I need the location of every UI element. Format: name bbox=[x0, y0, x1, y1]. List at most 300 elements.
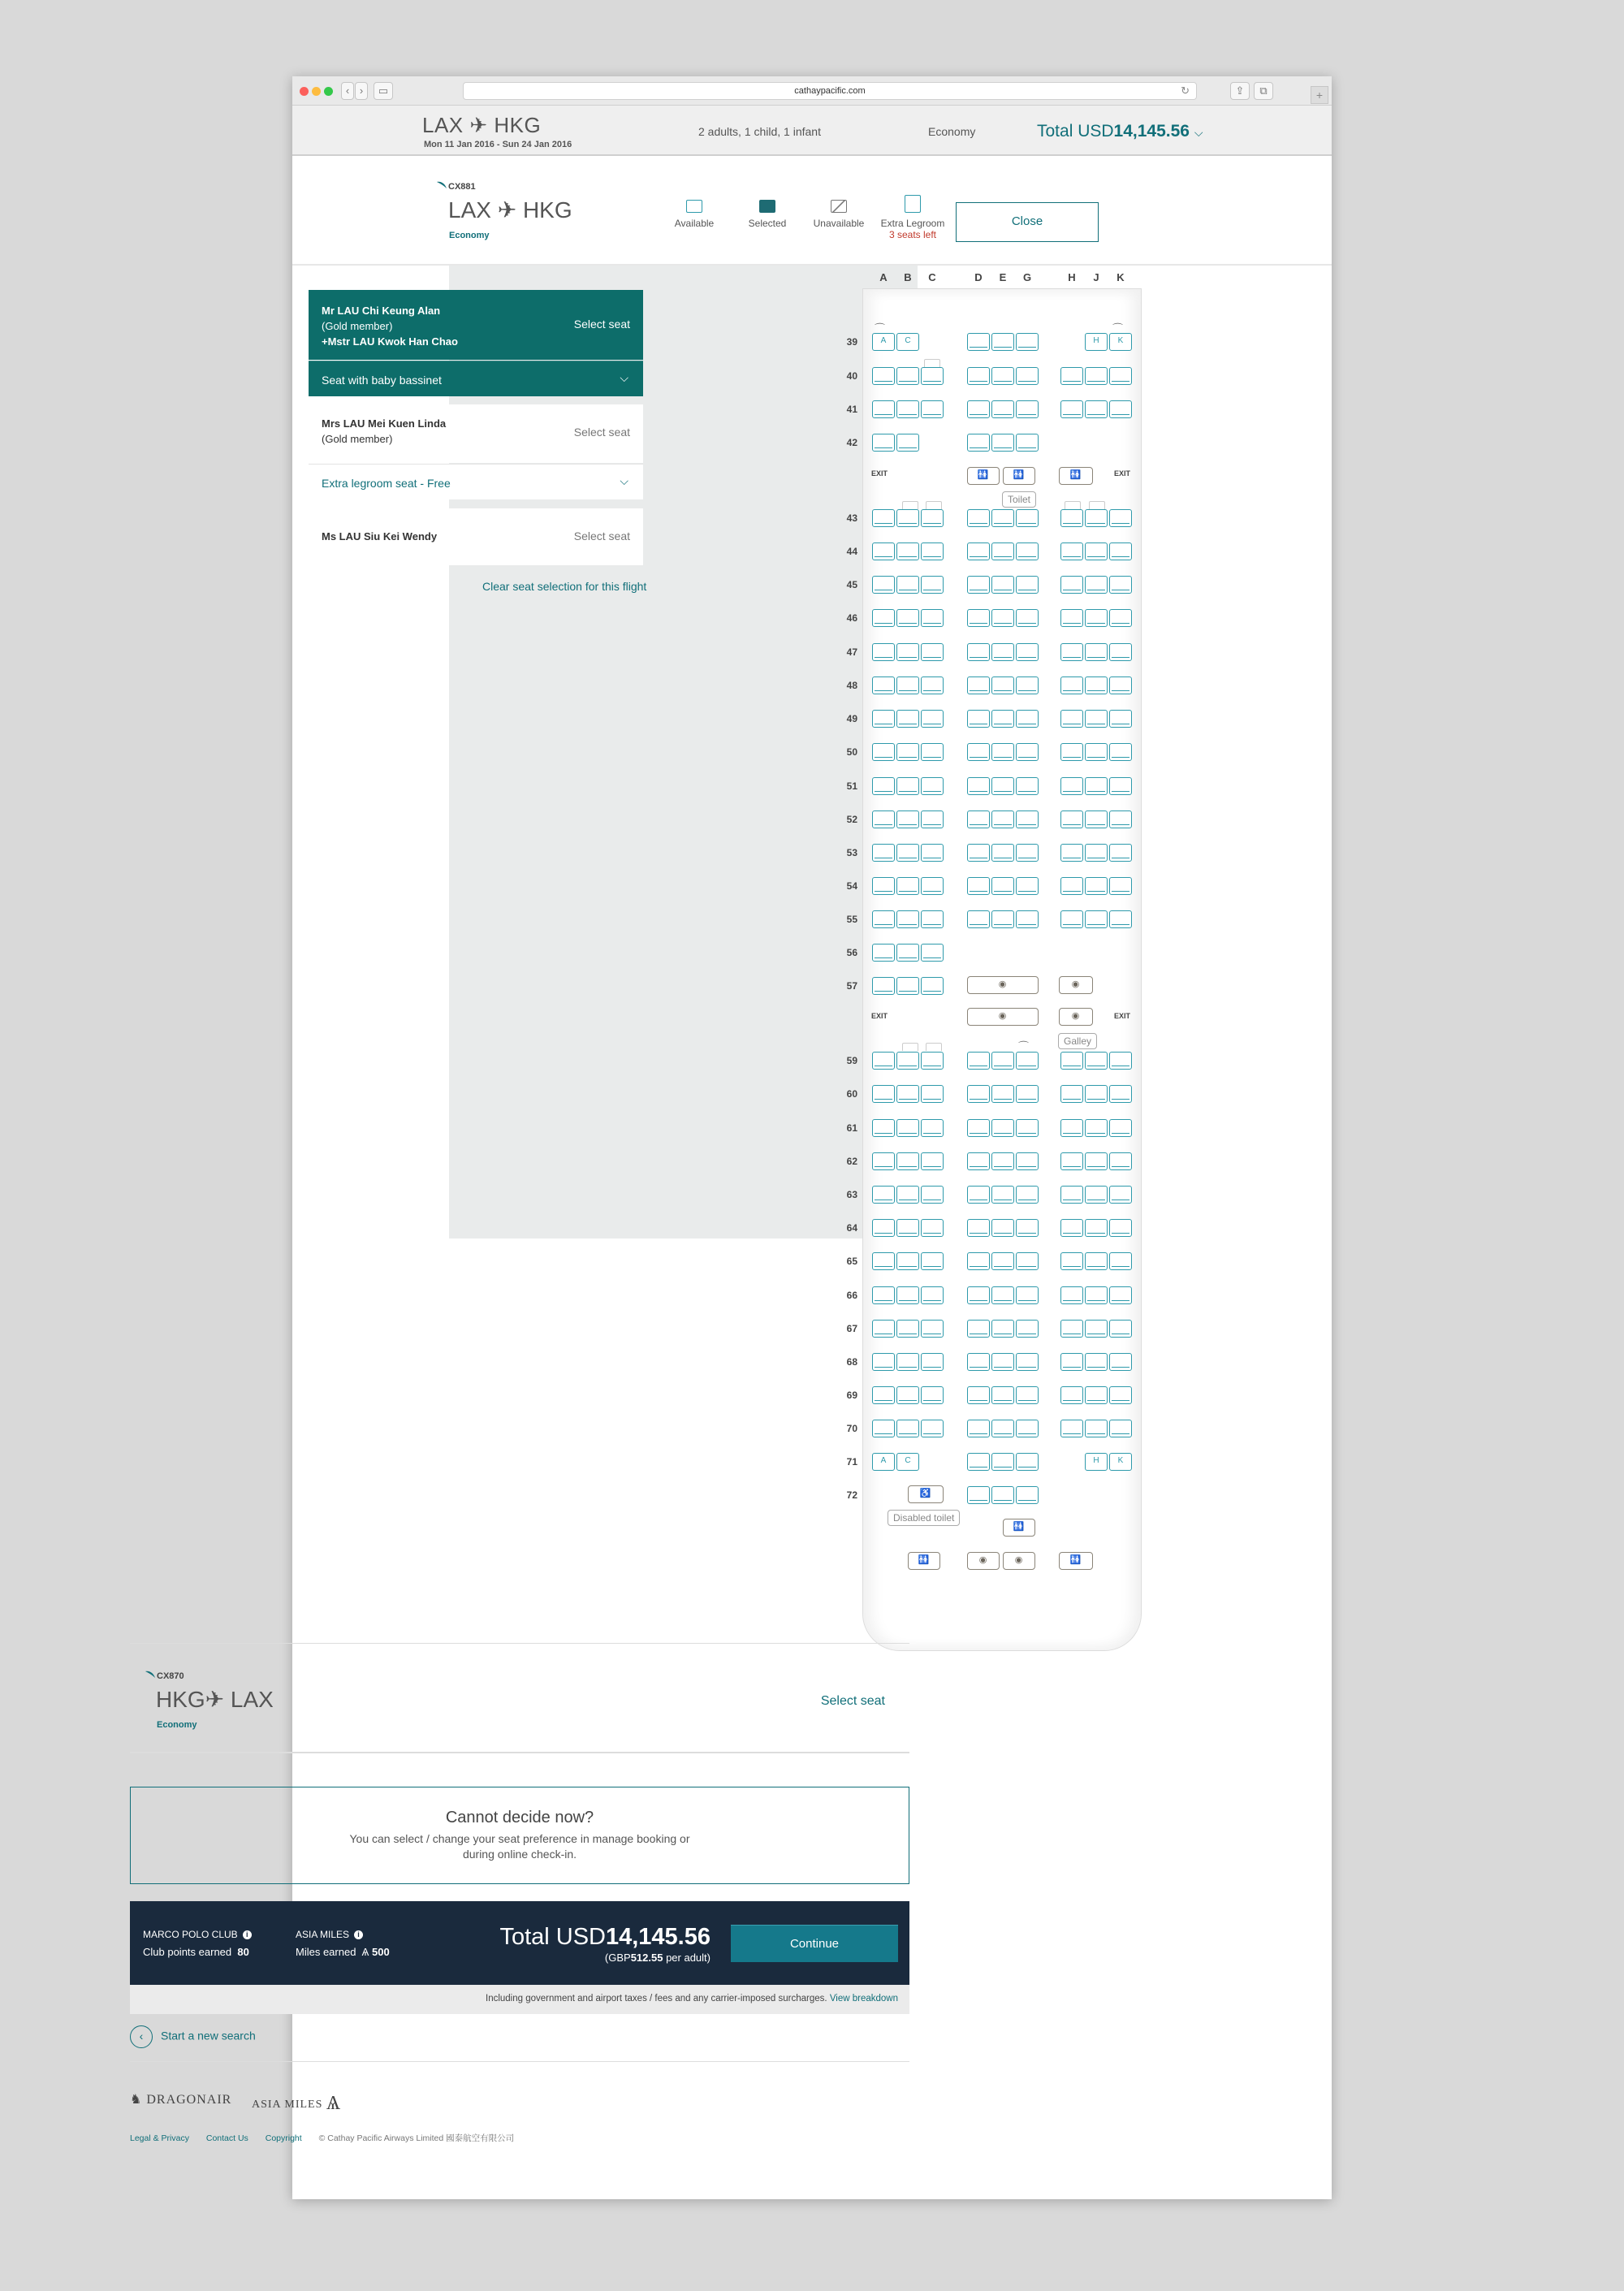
seat-41E[interactable] bbox=[991, 400, 1014, 418]
seat-69B[interactable] bbox=[896, 1386, 919, 1404]
contact-us-link[interactable]: Contact Us bbox=[205, 2133, 248, 2143]
seat-40D[interactable] bbox=[967, 367, 990, 385]
maximize-window-icon[interactable] bbox=[324, 87, 333, 96]
seat-48J[interactable] bbox=[1085, 676, 1108, 694]
address-bar[interactable] bbox=[463, 82, 1197, 100]
seat-61B[interactable] bbox=[896, 1119, 919, 1137]
seat-66B[interactable] bbox=[896, 1286, 919, 1304]
seat-48C[interactable] bbox=[921, 676, 944, 694]
select-seat-link[interactable]: Select seat bbox=[573, 530, 630, 542]
seat-47H[interactable] bbox=[1060, 643, 1083, 661]
seat-49K[interactable] bbox=[1109, 710, 1132, 728]
seat-52G[interactable] bbox=[1016, 810, 1039, 828]
sidebar-icon[interactable]: ▭ bbox=[374, 82, 393, 100]
seat-70J[interactable] bbox=[1085, 1420, 1108, 1437]
seat-56C[interactable] bbox=[921, 944, 944, 962]
seat-39A[interactable]: A bbox=[872, 333, 895, 351]
seat-70C[interactable] bbox=[921, 1420, 944, 1437]
seat-54B[interactable] bbox=[896, 877, 919, 895]
seat-44B[interactable] bbox=[896, 542, 919, 560]
seat-39D[interactable] bbox=[967, 333, 990, 351]
chevron-left-icon[interactable]: ‹ bbox=[130, 2025, 153, 2048]
seat-65H[interactable] bbox=[1060, 1252, 1083, 1270]
seat-61E[interactable] bbox=[991, 1119, 1014, 1137]
seat-53G[interactable] bbox=[1016, 844, 1039, 862]
seat-63H[interactable] bbox=[1060, 1186, 1083, 1204]
seat-67B[interactable] bbox=[896, 1320, 919, 1338]
seat-55G[interactable] bbox=[1016, 910, 1039, 928]
seat-43H[interactable] bbox=[1060, 509, 1083, 527]
extra-legroom-option[interactable] bbox=[309, 464, 643, 499]
seat-61A[interactable] bbox=[872, 1119, 895, 1137]
seat-50G[interactable] bbox=[1016, 743, 1039, 761]
seat-54D[interactable] bbox=[967, 877, 990, 895]
seat-66C[interactable] bbox=[921, 1286, 944, 1304]
seat-61C[interactable] bbox=[921, 1119, 944, 1137]
seat-67D[interactable] bbox=[967, 1320, 990, 1338]
seat-47G[interactable] bbox=[1016, 643, 1039, 661]
seat-47J[interactable] bbox=[1085, 643, 1108, 661]
seat-44G[interactable] bbox=[1016, 542, 1039, 560]
seat-55J[interactable] bbox=[1085, 910, 1108, 928]
seat-64B[interactable] bbox=[896, 1219, 919, 1237]
seat-49J[interactable] bbox=[1085, 710, 1108, 728]
seat-68J[interactable] bbox=[1085, 1353, 1108, 1371]
seat-46E[interactable] bbox=[991, 609, 1014, 627]
seat-61D[interactable] bbox=[967, 1119, 990, 1137]
seat-40A[interactable] bbox=[872, 367, 895, 385]
seat-65B[interactable] bbox=[896, 1252, 919, 1270]
reload-icon[interactable]: ↻ bbox=[1181, 84, 1190, 97]
seat-62E[interactable] bbox=[991, 1152, 1014, 1170]
seat-52C[interactable] bbox=[921, 810, 944, 828]
seat-65E[interactable] bbox=[991, 1252, 1014, 1270]
copyright-link[interactable]: Copyright bbox=[265, 2133, 302, 2143]
seat-60K[interactable] bbox=[1109, 1085, 1132, 1103]
seat-60H[interactable] bbox=[1060, 1085, 1083, 1103]
seat-62H[interactable] bbox=[1060, 1152, 1083, 1170]
seat-48H[interactable] bbox=[1060, 676, 1083, 694]
seat-39G[interactable] bbox=[1016, 333, 1039, 351]
close-window-icon[interactable] bbox=[300, 87, 309, 96]
seat-60B[interactable] bbox=[896, 1085, 919, 1103]
seat-60D[interactable] bbox=[967, 1085, 990, 1103]
seat-51B[interactable] bbox=[896, 777, 919, 795]
seat-43G[interactable] bbox=[1016, 509, 1039, 527]
seat-52H[interactable] bbox=[1060, 810, 1083, 828]
seat-60A[interactable] bbox=[872, 1085, 895, 1103]
seat-50H[interactable] bbox=[1060, 743, 1083, 761]
seat-47A[interactable] bbox=[872, 643, 895, 661]
seat-68A[interactable] bbox=[872, 1353, 895, 1371]
seat-49E[interactable] bbox=[991, 710, 1014, 728]
select-seat-link[interactable]: Select seat bbox=[820, 1694, 885, 1708]
seat-40C[interactable] bbox=[921, 367, 944, 385]
seat-47E[interactable] bbox=[991, 643, 1014, 661]
seat-49B[interactable] bbox=[896, 710, 919, 728]
seat-47D[interactable] bbox=[967, 643, 990, 661]
seat-51E[interactable] bbox=[991, 777, 1014, 795]
asia-miles-logo[interactable] bbox=[252, 2093, 341, 2115]
seat-63B[interactable] bbox=[896, 1186, 919, 1204]
seat-52K[interactable] bbox=[1109, 810, 1132, 828]
seat-41B[interactable] bbox=[896, 400, 919, 418]
seat-56A[interactable] bbox=[872, 944, 895, 962]
seat-53K[interactable] bbox=[1109, 844, 1132, 862]
seat-40B[interactable] bbox=[896, 367, 919, 385]
summary-total[interactable] bbox=[1037, 122, 1203, 141]
seat-72E[interactable] bbox=[991, 1486, 1014, 1504]
seat-45B[interactable] bbox=[896, 576, 919, 594]
seat-50B[interactable] bbox=[896, 743, 919, 761]
seat-52D[interactable] bbox=[967, 810, 990, 828]
seat-70K[interactable] bbox=[1109, 1420, 1132, 1437]
seat-62D[interactable] bbox=[967, 1152, 990, 1170]
seat-65K[interactable] bbox=[1109, 1252, 1132, 1270]
seat-51J[interactable] bbox=[1085, 777, 1108, 795]
forward-icon[interactable]: › bbox=[355, 82, 368, 100]
seat-64A[interactable] bbox=[872, 1219, 895, 1237]
seat-68D[interactable] bbox=[967, 1353, 990, 1371]
seat-45H[interactable] bbox=[1060, 576, 1083, 594]
seat-72D[interactable] bbox=[967, 1486, 990, 1504]
seat-45J[interactable] bbox=[1085, 576, 1108, 594]
seat-51A[interactable] bbox=[872, 777, 895, 795]
seat-65J[interactable] bbox=[1085, 1252, 1108, 1270]
seat-68H[interactable] bbox=[1060, 1353, 1083, 1371]
info-icon[interactable]: i bbox=[354, 1930, 363, 1939]
seat-49C[interactable] bbox=[921, 710, 944, 728]
dragonair-logo[interactable] bbox=[130, 2091, 231, 2107]
seat-68K[interactable] bbox=[1109, 1353, 1132, 1371]
seat-45A[interactable] bbox=[872, 576, 895, 594]
seat-44K[interactable] bbox=[1109, 542, 1132, 560]
clear-selection-link[interactable]: Clear seat selection for this flight bbox=[482, 580, 647, 593]
seat-71K[interactable]: K bbox=[1109, 1453, 1132, 1471]
new-search-link[interactable] bbox=[130, 2025, 256, 2048]
chevron-down-icon[interactable]: ⌵ bbox=[1194, 126, 1203, 139]
seat-59E[interactable] bbox=[991, 1052, 1014, 1070]
seat-46D[interactable] bbox=[967, 609, 990, 627]
seat-66D[interactable] bbox=[967, 1286, 990, 1304]
seat-50J[interactable] bbox=[1085, 743, 1108, 761]
seat-60J[interactable] bbox=[1085, 1085, 1108, 1103]
seat-61G[interactable] bbox=[1016, 1119, 1039, 1137]
seat-69K[interactable] bbox=[1109, 1386, 1132, 1404]
seat-57C[interactable] bbox=[921, 977, 944, 995]
passenger-card[interactable] bbox=[309, 404, 643, 463]
seat-54C[interactable] bbox=[921, 877, 944, 895]
seat-63E[interactable] bbox=[991, 1186, 1014, 1204]
seat-69J[interactable] bbox=[1085, 1386, 1108, 1404]
seat-49G[interactable] bbox=[1016, 710, 1039, 728]
tabs-icon[interactable]: ⧉ bbox=[1254, 82, 1273, 100]
seat-52J[interactable] bbox=[1085, 810, 1108, 828]
seat-63C[interactable] bbox=[921, 1186, 944, 1204]
seat-42A[interactable] bbox=[872, 434, 895, 452]
seat-66E[interactable] bbox=[991, 1286, 1014, 1304]
view-breakdown-link[interactable]: View breakdown bbox=[829, 1994, 898, 2004]
seat-44H[interactable] bbox=[1060, 542, 1083, 560]
seat-39E[interactable] bbox=[991, 333, 1014, 351]
chevron-down-icon[interactable]: ⌵ bbox=[620, 474, 628, 487]
seat-55A[interactable] bbox=[872, 910, 895, 928]
seat-59D[interactable] bbox=[967, 1052, 990, 1070]
seat-40J[interactable] bbox=[1085, 367, 1108, 385]
seat-55H[interactable] bbox=[1060, 910, 1083, 928]
seat-64C[interactable] bbox=[921, 1219, 944, 1237]
seat-61H[interactable] bbox=[1060, 1119, 1083, 1137]
seat-39B[interactable]: C bbox=[896, 333, 919, 351]
new-tab-icon[interactable]: + bbox=[1311, 86, 1328, 104]
seat-50D[interactable] bbox=[967, 743, 990, 761]
seat-48E[interactable] bbox=[991, 676, 1014, 694]
seat-47K[interactable] bbox=[1109, 643, 1132, 661]
seat-45G[interactable] bbox=[1016, 576, 1039, 594]
seat-51D[interactable] bbox=[967, 777, 990, 795]
passenger-card[interactable] bbox=[309, 508, 643, 565]
seat-51G[interactable] bbox=[1016, 777, 1039, 795]
seat-72G[interactable] bbox=[1016, 1486, 1039, 1504]
seat-65D[interactable] bbox=[967, 1252, 990, 1270]
seat-59G[interactable] bbox=[1016, 1052, 1039, 1070]
seat-59H[interactable] bbox=[1060, 1052, 1083, 1070]
seat-42B[interactable] bbox=[896, 434, 919, 452]
seat-59C[interactable] bbox=[921, 1052, 944, 1070]
seat-63G[interactable] bbox=[1016, 1186, 1039, 1204]
seat-62K[interactable] bbox=[1109, 1152, 1132, 1170]
seat-45K[interactable] bbox=[1109, 576, 1132, 594]
minimize-window-icon[interactable] bbox=[312, 87, 321, 96]
info-icon[interactable]: i bbox=[243, 1930, 252, 1939]
seat-66K[interactable] bbox=[1109, 1286, 1132, 1304]
seat-53H[interactable] bbox=[1060, 844, 1083, 862]
seat-71J[interactable]: H bbox=[1085, 1453, 1108, 1471]
seat-49A[interactable] bbox=[872, 710, 895, 728]
seat-51K[interactable] bbox=[1109, 777, 1132, 795]
back-icon[interactable]: ‹ bbox=[341, 82, 354, 100]
seat-51C[interactable] bbox=[921, 777, 944, 795]
seat-62G[interactable] bbox=[1016, 1152, 1039, 1170]
seat-42D[interactable] bbox=[967, 434, 990, 452]
seat-52B[interactable] bbox=[896, 810, 919, 828]
seat-48B[interactable] bbox=[896, 676, 919, 694]
seat-54A[interactable] bbox=[872, 877, 895, 895]
seat-48D[interactable] bbox=[967, 676, 990, 694]
seat-50C[interactable] bbox=[921, 743, 944, 761]
seat-49D[interactable] bbox=[967, 710, 990, 728]
seat-43J[interactable] bbox=[1085, 509, 1108, 527]
seat-46K[interactable] bbox=[1109, 609, 1132, 627]
seat-43A[interactable] bbox=[872, 509, 895, 527]
seat-55E[interactable] bbox=[991, 910, 1014, 928]
seat-68C[interactable] bbox=[921, 1353, 944, 1371]
seat-68E[interactable] bbox=[991, 1353, 1014, 1371]
seat-43D[interactable] bbox=[967, 509, 990, 527]
select-seat-link[interactable]: Select seat bbox=[573, 426, 630, 439]
seat-41C[interactable] bbox=[921, 400, 944, 418]
seat-67E[interactable] bbox=[991, 1320, 1014, 1338]
seat-54J[interactable] bbox=[1085, 877, 1108, 895]
seat-41D[interactable] bbox=[967, 400, 990, 418]
seat-66J[interactable] bbox=[1085, 1286, 1108, 1304]
seat-39K[interactable]: K bbox=[1109, 333, 1132, 351]
bassinet-option[interactable] bbox=[309, 361, 643, 396]
seat-43K[interactable] bbox=[1109, 509, 1132, 527]
seat-50K[interactable] bbox=[1109, 743, 1132, 761]
seat-70D[interactable] bbox=[967, 1420, 990, 1437]
seat-70G[interactable] bbox=[1016, 1420, 1039, 1437]
seat-44J[interactable] bbox=[1085, 542, 1108, 560]
seat-69H[interactable] bbox=[1060, 1386, 1083, 1404]
seat-64J[interactable] bbox=[1085, 1219, 1108, 1237]
seat-51H[interactable] bbox=[1060, 777, 1083, 795]
seat-64K[interactable] bbox=[1109, 1219, 1132, 1237]
seat-63D[interactable] bbox=[967, 1186, 990, 1204]
seat-61K[interactable] bbox=[1109, 1119, 1132, 1137]
seat-59J[interactable] bbox=[1085, 1052, 1108, 1070]
seat-46B[interactable] bbox=[896, 609, 919, 627]
seat-59K[interactable] bbox=[1109, 1052, 1132, 1070]
seat-45C[interactable] bbox=[921, 576, 944, 594]
seat-44E[interactable] bbox=[991, 542, 1014, 560]
seat-54E[interactable] bbox=[991, 877, 1014, 895]
seat-49H[interactable] bbox=[1060, 710, 1083, 728]
seat-66G[interactable] bbox=[1016, 1286, 1039, 1304]
seat-61J[interactable] bbox=[1085, 1119, 1108, 1137]
seat-54K[interactable] bbox=[1109, 877, 1132, 895]
seat-40H[interactable] bbox=[1060, 367, 1083, 385]
seat-39J[interactable]: H bbox=[1085, 333, 1108, 351]
legal-privacy-link[interactable]: Legal & Privacy bbox=[130, 2133, 189, 2143]
continue-button[interactable]: Continue bbox=[731, 1925, 898, 1962]
seat-64D[interactable] bbox=[967, 1219, 990, 1237]
seat-57A[interactable] bbox=[872, 977, 895, 995]
seat-48G[interactable] bbox=[1016, 676, 1039, 694]
seat-55D[interactable] bbox=[967, 910, 990, 928]
seat-69D[interactable] bbox=[967, 1386, 990, 1404]
seat-69E[interactable] bbox=[991, 1386, 1014, 1404]
seat-53B[interactable] bbox=[896, 844, 919, 862]
seat-55K[interactable] bbox=[1109, 910, 1132, 928]
close-button[interactable]: Close bbox=[956, 202, 1099, 242]
seat-65G[interactable] bbox=[1016, 1252, 1039, 1270]
seat-53C[interactable] bbox=[921, 844, 944, 862]
seat-69G[interactable] bbox=[1016, 1386, 1039, 1404]
seat-46H[interactable] bbox=[1060, 609, 1083, 627]
seat-65A[interactable] bbox=[872, 1252, 895, 1270]
seat-46A[interactable] bbox=[872, 609, 895, 627]
seat-56B[interactable] bbox=[896, 944, 919, 962]
seat-46C[interactable] bbox=[921, 609, 944, 627]
seat-50A[interactable] bbox=[872, 743, 895, 761]
seat-53D[interactable] bbox=[967, 844, 990, 862]
seat-67A[interactable] bbox=[872, 1320, 895, 1338]
seat-54H[interactable] bbox=[1060, 877, 1083, 895]
seat-52E[interactable] bbox=[991, 810, 1014, 828]
seat-53A[interactable] bbox=[872, 844, 895, 862]
seat-52A[interactable] bbox=[872, 810, 895, 828]
seat-66H[interactable] bbox=[1060, 1286, 1083, 1304]
seat-41A[interactable] bbox=[872, 400, 895, 418]
seat-67H[interactable] bbox=[1060, 1320, 1083, 1338]
seat-70A[interactable] bbox=[872, 1420, 895, 1437]
seat-54G[interactable] bbox=[1016, 877, 1039, 895]
seat-45D[interactable] bbox=[967, 576, 990, 594]
seat-42E[interactable] bbox=[991, 434, 1014, 452]
seat-47C[interactable] bbox=[921, 643, 944, 661]
seat-41G[interactable] bbox=[1016, 400, 1039, 418]
seat-64H[interactable] bbox=[1060, 1219, 1083, 1237]
seat-43C[interactable] bbox=[921, 509, 944, 527]
seat-70E[interactable] bbox=[991, 1420, 1014, 1437]
seat-59A[interactable] bbox=[872, 1052, 895, 1070]
seat-44C[interactable] bbox=[921, 542, 944, 560]
seat-64G[interactable] bbox=[1016, 1219, 1039, 1237]
seat-50E[interactable] bbox=[991, 743, 1014, 761]
seat-71B[interactable]: C bbox=[896, 1453, 919, 1471]
seat-68G[interactable] bbox=[1016, 1353, 1039, 1371]
seat-53J[interactable] bbox=[1085, 844, 1108, 862]
seat-43B[interactable] bbox=[896, 509, 919, 527]
seat-71D[interactable] bbox=[967, 1453, 990, 1471]
seat-65C[interactable] bbox=[921, 1252, 944, 1270]
seat-47B[interactable] bbox=[896, 643, 919, 661]
passenger-card[interactable] bbox=[309, 290, 643, 360]
seat-64E[interactable] bbox=[991, 1219, 1014, 1237]
seat-41H[interactable] bbox=[1060, 400, 1083, 418]
seat-71A[interactable]: A bbox=[872, 1453, 895, 1471]
seat-71E[interactable] bbox=[991, 1453, 1014, 1471]
seat-40G[interactable] bbox=[1016, 367, 1039, 385]
seat-67J[interactable] bbox=[1085, 1320, 1108, 1338]
seat-41K[interactable] bbox=[1109, 400, 1132, 418]
select-seat-link[interactable]: Select seat bbox=[573, 318, 630, 331]
seat-60C[interactable] bbox=[921, 1085, 944, 1103]
seat-62B[interactable] bbox=[896, 1152, 919, 1170]
seat-71G[interactable] bbox=[1016, 1453, 1039, 1471]
seat-43E[interactable] bbox=[991, 509, 1014, 527]
seat-70B[interactable] bbox=[896, 1420, 919, 1437]
seat-48A[interactable] bbox=[872, 676, 895, 694]
seat-48K[interactable] bbox=[1109, 676, 1132, 694]
seat-68B[interactable] bbox=[896, 1353, 919, 1371]
seat-60E[interactable] bbox=[991, 1085, 1014, 1103]
seat-45E[interactable] bbox=[991, 576, 1014, 594]
seat-46G[interactable] bbox=[1016, 609, 1039, 627]
seat-63K[interactable] bbox=[1109, 1186, 1132, 1204]
seat-62J[interactable] bbox=[1085, 1152, 1108, 1170]
seat-67K[interactable] bbox=[1109, 1320, 1132, 1338]
seat-44A[interactable] bbox=[872, 542, 895, 560]
chevron-down-icon[interactable]: ⌵ bbox=[620, 371, 628, 384]
seat-57B[interactable] bbox=[896, 977, 919, 995]
seat-70H[interactable] bbox=[1060, 1420, 1083, 1437]
seat-69C[interactable] bbox=[921, 1386, 944, 1404]
seat-59B[interactable] bbox=[896, 1052, 919, 1070]
seat-40K[interactable] bbox=[1109, 367, 1132, 385]
seat-44D[interactable] bbox=[967, 542, 990, 560]
seat-40E[interactable] bbox=[991, 367, 1014, 385]
seat-55C[interactable] bbox=[921, 910, 944, 928]
seat-67G[interactable] bbox=[1016, 1320, 1039, 1338]
share-icon[interactable]: ⇪ bbox=[1230, 82, 1250, 100]
seat-53E[interactable] bbox=[991, 844, 1014, 862]
seat-46J[interactable] bbox=[1085, 609, 1108, 627]
seat-67C[interactable] bbox=[921, 1320, 944, 1338]
seat-55B[interactable] bbox=[896, 910, 919, 928]
seat-69A[interactable] bbox=[872, 1386, 895, 1404]
